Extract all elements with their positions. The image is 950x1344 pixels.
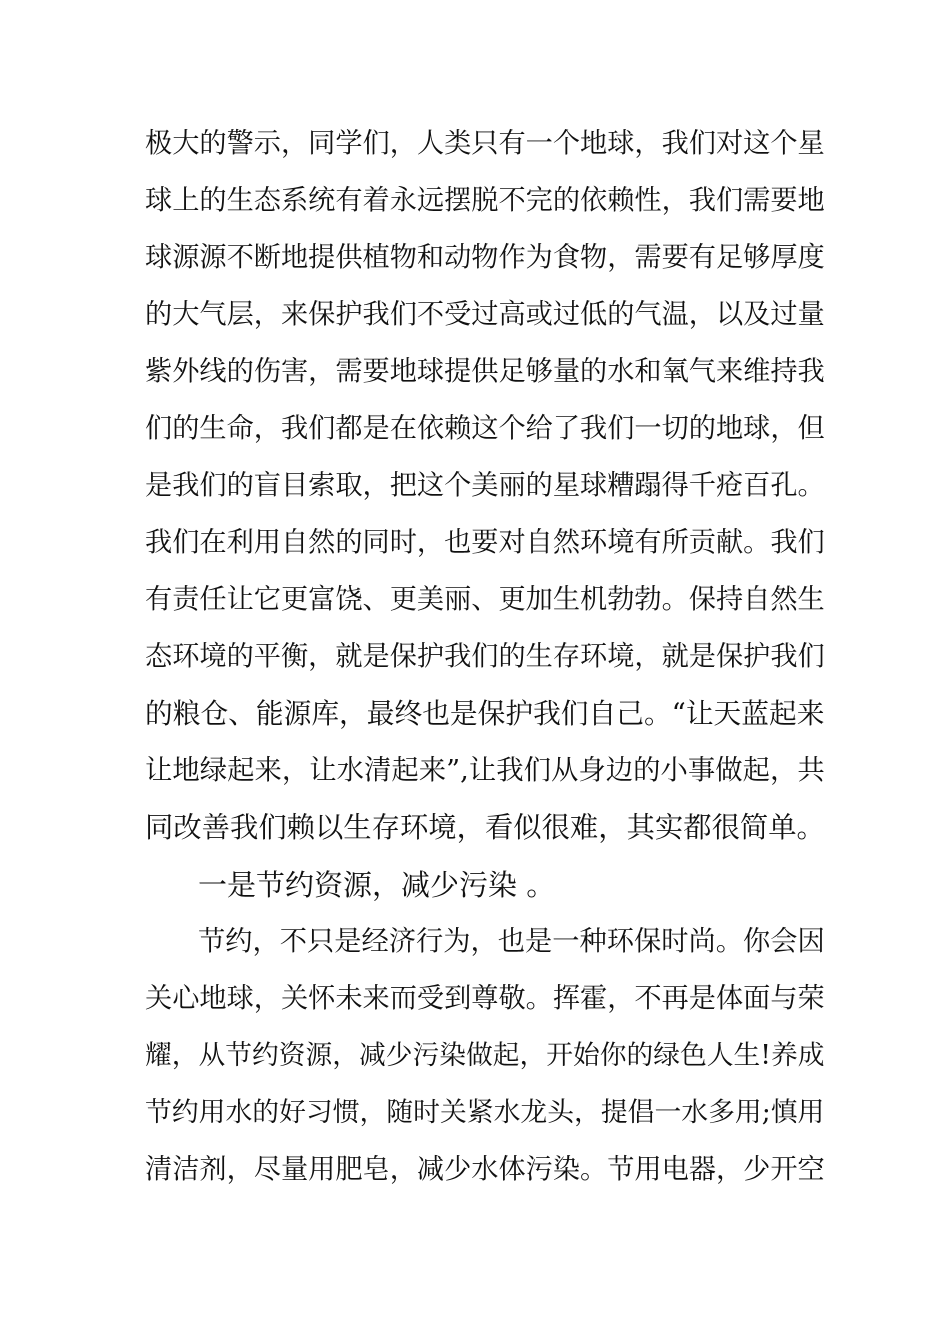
text-line: 同改善我们赖以生存环境，看似很难，其实都很简单。 <box>145 811 825 844</box>
paragraph-first-line: 节约，不只是经济行为，也是一种环保时尚。你会因 <box>198 926 825 957</box>
text-line: 是我们的盲目索取，把这个美丽的星球糟蹋得千疮百孔。 <box>145 470 825 501</box>
text-line: 有责任让它更富饶、更美丽、更加生机勃勃。保持自然生 <box>145 584 825 615</box>
text-line: 耀，从节约资源，减少污染做起，开始你的绿色人生!养成 <box>145 1040 825 1071</box>
text-line: 节约用水的好习惯，随时关紧水龙头，提倡一水多用;慎用 <box>145 1097 825 1128</box>
text-line: 的粮仓、能源库，最终也是保护我们自己。“让天蓝起来 <box>145 697 825 730</box>
text-line: 态环境的平衡，就是保护我们的生存环境，就是保护我们 <box>145 641 825 672</box>
text-line: 们的生命，我们都是在依赖这个给了我们一切的地球，但 <box>145 413 825 444</box>
text-line: 让地绿起来，让水清起来”,让我们从身边的小事做起，共 <box>145 755 825 786</box>
text-line: 关心地球，关怀未来而受到尊敬。挥霍，不再是体面与荣 <box>145 983 825 1014</box>
text-line: 极大的警示，同学们，人类只有一个地球，我们对这个星 <box>145 128 825 159</box>
text-line: 球源源不断地提供植物和动物作为食物，需要有足够厚度 <box>145 242 825 273</box>
text-line: 的大气层，来保护我们不受过高或过低的气温，以及过量 <box>145 299 825 330</box>
text-line: 紫外线的伤害，需要地球提供足够量的水和氧气来维持我 <box>145 356 825 387</box>
section-heading: 一是节约资源，减少污染 。 <box>198 868 556 902</box>
text-line: 我们在利用自然的同时，也要对自然环境有所贡献。我们 <box>145 527 825 558</box>
text-line: 清洁剂，尽量用肥皂，减少水体污染。节用电器，少开空 <box>145 1154 825 1185</box>
text-line: 球上的生态系统有着永远摆脱不完的依赖性，我们需要地 <box>145 185 825 216</box>
